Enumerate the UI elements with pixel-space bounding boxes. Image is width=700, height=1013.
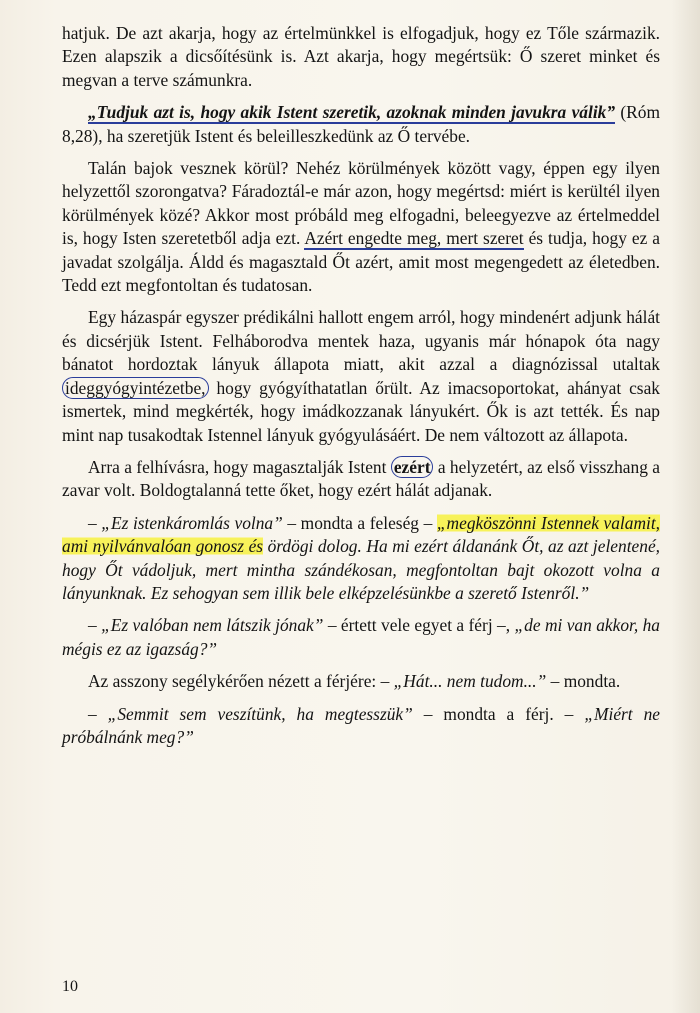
text-segment: Talán bajok vesznek körül? Nehéz körülmények között vagy, éppen egy ilyen helyzettől szorongatva? Fáradoztál-e már azon, hogy megértsd: miért is kerültél ilyen körülmények közé? Akkor most próbáld meg elfogadni, beleegyezve az értelmeddel is, hogy Isten szeretetből adja ezt. [62, 158, 660, 249]
pen-circled-word: ideggyógyintézetbe, [62, 377, 209, 399]
dash: – [88, 512, 102, 533]
text-segment: Az asszony segélykérően nézett a férjére: – [88, 671, 394, 692]
dash: – [88, 615, 102, 636]
text-segment: – mondta. [546, 671, 621, 692]
quote-italic: ördögi dolog. Ha mi ezért áldanánk Őt, az azt jelentené, hogy Őt vádoljuk, mert mintha szándékosan, megfontoltan bajt okozott volna a lányunknak. Ez sehogyan sem illik bele elképzelésünkbe a szerető Istenről.” [62, 536, 661, 603]
paragraph-6-dialogue [62, 512, 660, 606]
text-segment: és tudja, hogy ez a javadat szolgálja. Áldd és magasztald Őt azért, amit most megengedett az életedben. Tedd ezt megfontoltan és tudatosan. [62, 228, 660, 296]
dash: – [88, 703, 108, 724]
paragraph-8-dialogue [62, 670, 660, 693]
text-segment: Arra a felhívásra, hogy magasztalják Istent [88, 456, 391, 477]
page-edge-shadow [672, 0, 700, 1013]
paragraph-2-bible-quote [62, 101, 660, 148]
pen-underlined-phrase: Azért engedte meg, mert szeret [304, 228, 524, 249]
quote-italic: „Miért ne próbálnánk meg?” [62, 703, 661, 747]
quote-italic: „Semmit sem veszítünk, ha megtesszük” [107, 703, 413, 724]
pen-circled-bold-word: ezért [391, 456, 434, 478]
text-segment: (Róm 8,28), ha szeretjük Istent és beleilleszkedünk az Ő tervébe. [62, 102, 660, 146]
paragraph-9-dialogue [62, 703, 660, 750]
text-segment: Egy házaspár egyszer prédikálni hallott engem arról, hogy mindenért adjunk hálát és dicsérjük Istent. Felháborodva mentek haza, ugyanis már hónapok óta nagy bánatot hordoztak lányuk állapota miatt, akit azzal a diagnózissal utaltak [62, 307, 660, 375]
paragraph-5 [62, 456, 660, 503]
text-segment: – értett vele egyet a férj –, [323, 615, 515, 636]
text-segment: – mondta a férj. – [412, 703, 585, 724]
highlighted-quote: „megköszönni Istennek valamit, ami nyilvánvalóan gonosz és [62, 512, 661, 557]
text-segment: a helyzetért, az első visszhang a zavar volt. Boldogtalanná tette őket, hogy ezért hálát adjanak. [62, 456, 660, 501]
text-segment: hatjuk. De azt akarja, hogy az értelmünkkel is elfogadjuk, hogy ez Tőle származik. Ezen alapszik a dicsőítésünk is. Azt akarja, hogy megértsük: Ő szeret minket és megvan a terve számunkra. [62, 23, 660, 90]
paragraph-1 [62, 22, 660, 92]
bible-quote-underlined: „Tudjuk azt is, hogy akik Istent szeretik, azoknak minden javukra válik” [88, 102, 616, 123]
quote-italic: „de mi van akkor, ha mégis ez az igazság?” [62, 615, 660, 659]
quote-italic: „Hát... nem tudom...” [393, 671, 547, 692]
quote-italic: „Ez valóban nem látszik jónak” [101, 615, 324, 636]
page-number: 10 [62, 978, 78, 995]
paragraph-3 [62, 157, 660, 297]
text-segment: hogy gyógyíthatatlan őrült. Az imacsoportokat, ahányat csak ismertek, mind megkérték, hogy imádkozzanak lányukért. Ők is azt tették. És nap mint nap tusakodtak Istennel lányuk gyógyulásáért. De nem változott az állapota. [62, 377, 660, 445]
text-segment: – mondta a feleség – [282, 512, 437, 533]
paragraph-4 [62, 306, 660, 446]
quote-italic: „Ez istenkáromlás volna” [101, 512, 283, 533]
paragraph-7-dialogue [62, 614, 660, 661]
